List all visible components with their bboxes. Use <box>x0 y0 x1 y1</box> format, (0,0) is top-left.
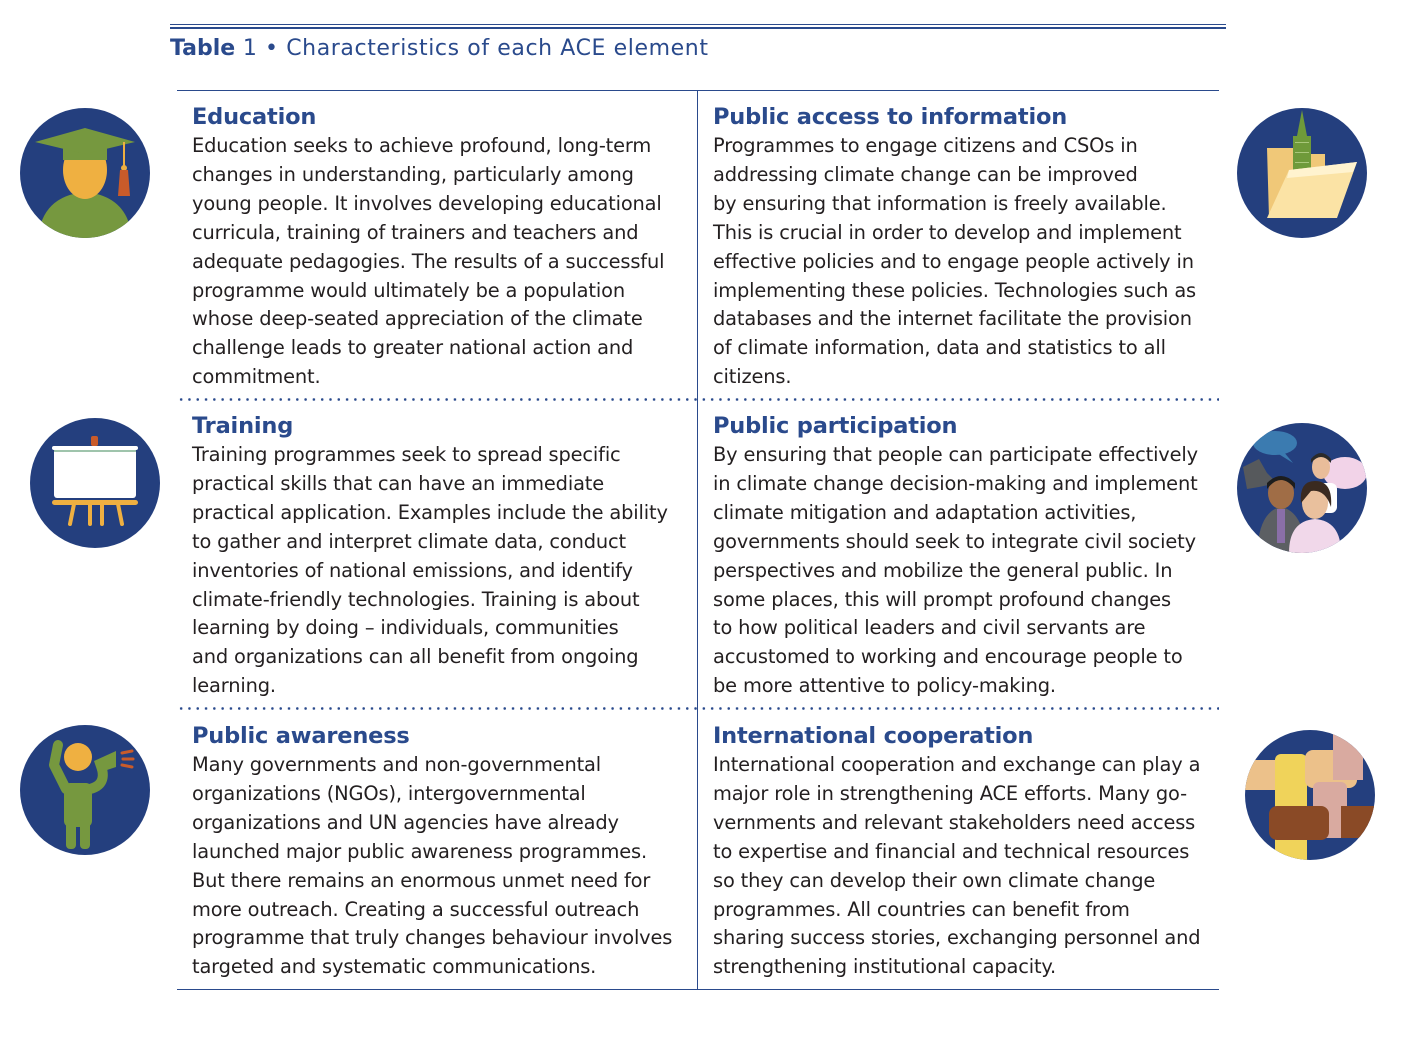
body-line: more outreach. Creating a successful outreach <box>192 897 640 921</box>
body-line: But there remains an enormous unmet need for <box>192 868 651 892</box>
column-divider <box>697 91 698 989</box>
body-line: launched major public awareness programmes. <box>192 839 647 863</box>
body-line: whose deep-seated appreciation of the climate <box>192 307 643 331</box>
body-line: addressing climate change can be improved <box>713 162 1138 186</box>
body-line: Education seeks to achieve profound, long-term <box>192 134 652 157</box>
cell-title: Public participation <box>713 413 958 439</box>
cell-public-participation <box>713 413 1218 701</box>
body-line: practical skills that can have an immediate <box>192 471 605 495</box>
body-line: International cooperation and exchange can play a <box>713 753 1201 776</box>
cell-body <box>713 441 1218 701</box>
body-line: adequate pedagogies. The results of a successful <box>192 249 665 273</box>
cell-training <box>192 413 697 701</box>
body-line: effective policies and to engage people actively in <box>713 249 1194 273</box>
body-line: strengthening institutional capacity. <box>713 955 1056 979</box>
body-line: in climate change decision-making and implement <box>713 471 1198 495</box>
row-divider-2 <box>177 707 1219 710</box>
cell-body <box>192 132 697 392</box>
body-line: targeted and systematic communications. <box>192 955 597 979</box>
body-line: commitment. <box>192 365 321 389</box>
body-line: changes in understanding, particularly among <box>192 162 634 186</box>
ace-characteristics-table <box>177 90 1219 990</box>
body-line: and organizations can all benefit from ongoing <box>192 645 639 669</box>
body-line: Programmes to engage citizens and CSOs in <box>713 134 1138 157</box>
body-line: of climate information, data and statistics to all <box>713 336 1166 360</box>
cell-title: International cooperation <box>713 723 1034 749</box>
body-line: governments should seek to integrate civil society <box>713 529 1196 553</box>
body-line: programme that truly changes behaviour involves <box>192 926 673 950</box>
cell-title: Public awareness <box>192 723 410 749</box>
body-line: young people. It involves developing educational <box>192 191 662 215</box>
top-double-rule <box>170 24 1226 29</box>
body-line: programme would ultimately be a population <box>192 278 625 302</box>
body-line: to expertise and financial and technical resources <box>713 839 1190 863</box>
body-line: databases and the internet facilitate the provision <box>713 307 1192 331</box>
joined-hands-icon <box>1245 730 1375 860</box>
row-divider-1 <box>177 398 1219 401</box>
cell-international-cooperation <box>713 723 1218 982</box>
body-line: perspectives and mobilize the general public. In <box>713 558 1173 582</box>
body-line: by ensuring that information is freely available. <box>713 191 1167 215</box>
folder-building-icon <box>1237 108 1367 238</box>
body-line: Training programmes seek to spread specific <box>192 443 621 466</box>
cell-body <box>713 751 1218 982</box>
body-line: sharing success stories, exchanging personnel and <box>713 926 1201 950</box>
cell-title: Education <box>192 104 317 130</box>
body-line: Many governments and non-governmental <box>192 753 602 776</box>
body-line: learning. <box>192 674 276 698</box>
easel-board-icon <box>30 418 160 548</box>
body-line: some places, this will prompt profound changes <box>713 587 1171 611</box>
body-line: implementing these policies. Technologies such as <box>713 278 1197 302</box>
cell-title: Public access to information <box>713 104 1068 130</box>
cell-body <box>192 441 697 701</box>
body-line: climate-friendly technologies. Training is about <box>192 587 640 611</box>
graduate-icon <box>20 108 150 238</box>
cell-body <box>713 132 1218 392</box>
body-line: major role in strengthening ACE efforts. Many go- <box>713 781 1187 805</box>
cell-education <box>192 104 697 392</box>
body-line: climate mitigation and adaptation activities, <box>713 500 1137 524</box>
body-line: This is crucial in order to develop and implement <box>713 220 1182 244</box>
body-line: accustomed to working and encourage people to <box>713 645 1183 669</box>
body-line: By ensuring that people can participate effectively <box>713 443 1198 466</box>
body-line: challenge leads to greater national action and <box>192 336 634 360</box>
body-line: vernments and relevant stakeholders need access <box>713 810 1196 834</box>
body-line: curricula, training of trainers and teachers and <box>192 220 639 244</box>
body-line: organizations (NGOs), intergovernmental <box>192 781 586 805</box>
body-line: inventories of national emissions, and identify <box>192 558 633 582</box>
body-line: be more attentive to policy-making. <box>713 674 1056 698</box>
body-line: to how political leaders and civil servants are <box>713 616 1146 640</box>
body-line: so they can develop their own climate change <box>713 868 1156 892</box>
body-line: practical application. Examples include the ability <box>192 500 668 524</box>
body-line: to gather and interpret climate data, conduct <box>192 529 626 553</box>
caption-label: Table <box>170 36 236 61</box>
cell-body <box>192 751 697 982</box>
people-speech-bubbles-icon <box>1237 423 1367 553</box>
table-caption <box>170 36 709 61</box>
megaphone-person-icon <box>20 725 150 855</box>
cell-title: Training <box>192 413 294 439</box>
cell-public-access-to-information <box>713 104 1218 392</box>
body-line: learning by doing – individuals, communities <box>192 616 619 640</box>
caption-text: 1 • Characteristics of each ACE element <box>242 36 709 61</box>
cell-public-awareness <box>192 723 697 982</box>
body-line: citizens. <box>713 365 792 389</box>
body-line: programmes. All countries can benefit from <box>713 897 1130 921</box>
body-line: organizations and UN agencies have already <box>192 810 619 834</box>
